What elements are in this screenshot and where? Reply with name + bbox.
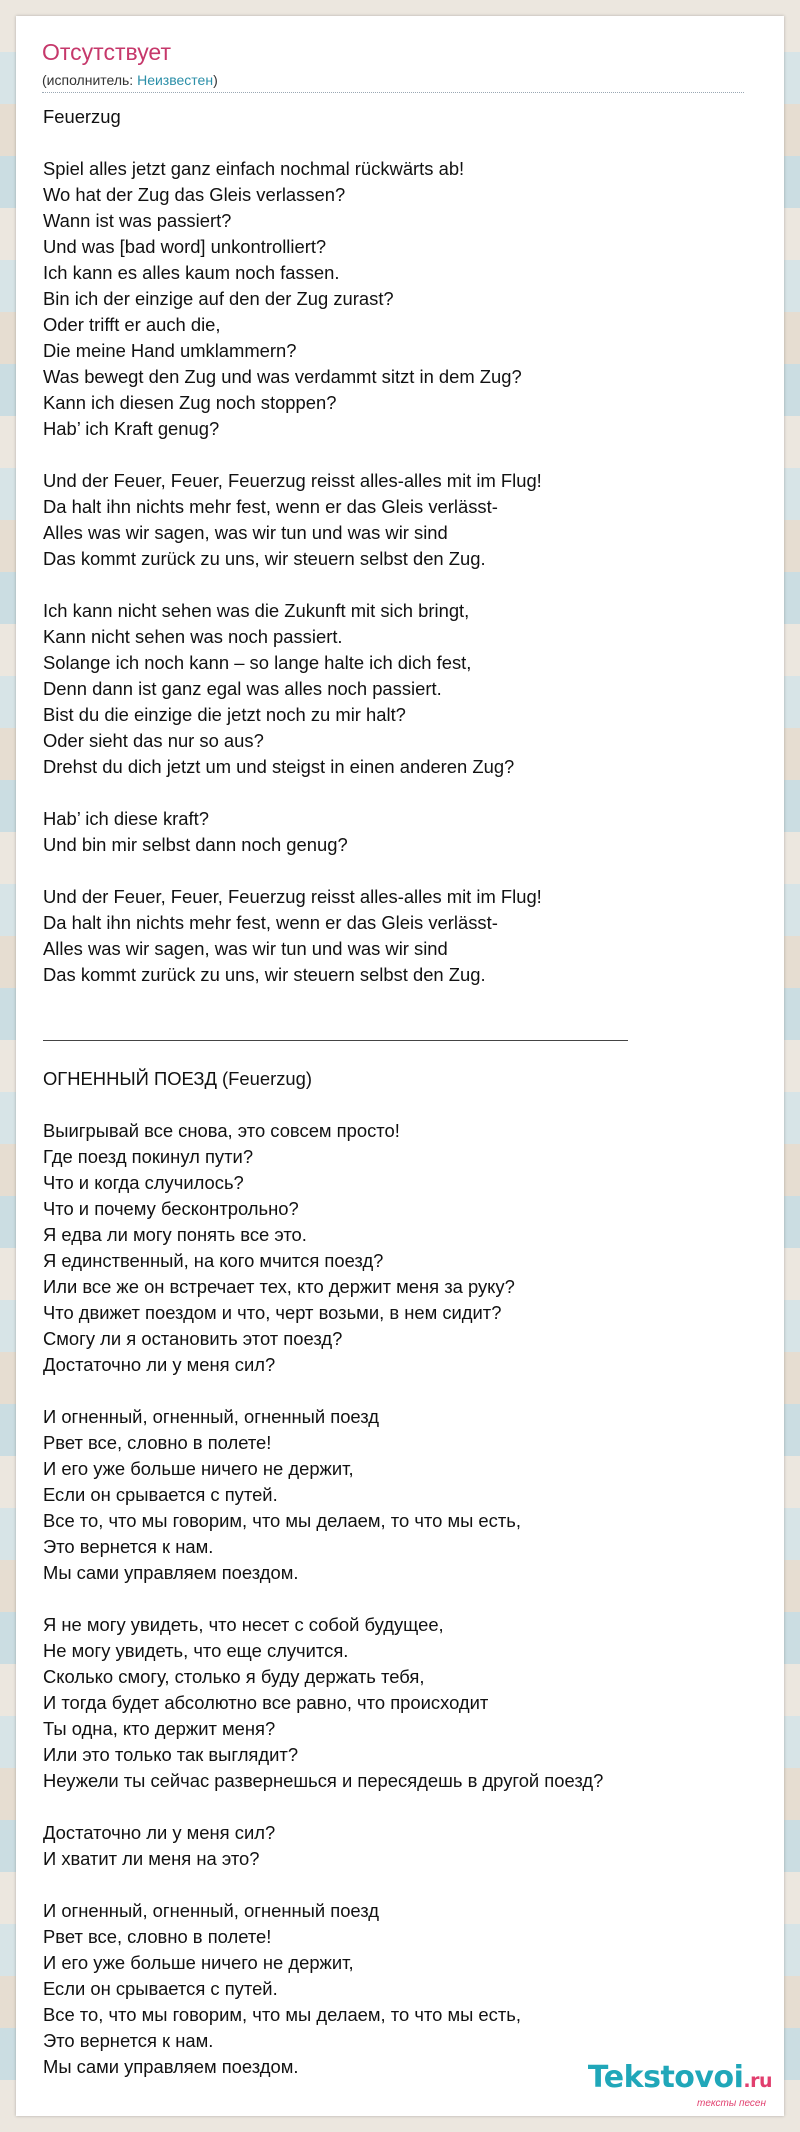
lyric-line: Или это только так выглядит? <box>43 1744 299 1765</box>
section-divider <box>43 1014 763 1066</box>
lyric-line: И его уже больше ничего не держит, <box>43 1952 354 1973</box>
lyric-line: Bist du die einzige die jetzt noch zu mir halt? <box>43 704 406 725</box>
lyric-line: Was bewegt den Zug und was verdammt sitzt in dem Zug? <box>43 366 522 387</box>
lyric-line: Solange ich noch kann – so lange halte ich dich fest, <box>43 652 472 673</box>
lyric-line: Я едва ли могу понять все это. <box>43 1224 307 1245</box>
lyric-line: Spiel alles jetzt ganz einfach nochmal rückwärts ab! <box>43 158 465 179</box>
lyric-line: Рвет все, словно в полете! <box>43 1432 272 1453</box>
lyric-line: Сколько смогу, столько я буду держать тебя, <box>43 1666 425 1687</box>
lyric-line: Feuerzug <box>43 106 121 127</box>
lyric-line: Если он срывается с путей. <box>43 1484 278 1505</box>
logo-tld: .ru <box>743 2070 772 2092</box>
lyric-line: Что и почему бесконтрольно? <box>43 1198 299 1219</box>
lyric-line: Мы сами управляем поездом. <box>43 2056 299 2077</box>
blank-line <box>43 1872 763 1898</box>
lyric-line: Я единственный, на кого мчится поезд? <box>43 1250 384 1271</box>
blank-line <box>43 780 763 806</box>
lyric-line: Oder trifft er auch die, <box>43 314 221 335</box>
lyric-line: Das kommt zurück zu uns, wir steuern selbst den Zug. <box>43 964 486 985</box>
lyric-line: Alles was wir sagen, was wir tun und was wir sind <box>43 938 448 959</box>
lyric-line: Не могу увидеть, что еще случится. <box>43 1640 349 1661</box>
lyric-line: И огненный, огненный, огненный поезд <box>43 1406 380 1427</box>
lyrics-body <box>43 104 763 2080</box>
lyric-line: Достаточно ли у меня сил? <box>43 1354 276 1375</box>
lyric-line: Alles was wir sagen, was wir tun und was wir sind <box>43 522 448 543</box>
lyric-line: Это вернется к нам. <box>43 2030 214 2051</box>
lyric-line: Kann nicht sehen was noch passiert. <box>43 626 343 647</box>
lyric-line: Drehst du dich jetzt um und steigst in einen anderen Zug? <box>43 756 515 777</box>
lyric-line: И огненный, огненный, огненный поезд <box>43 1900 380 1921</box>
lyric-line: Da halt ihn nichts mehr fest, wenn er das Gleis verlässt- <box>43 912 498 933</box>
lyric-line: Oder sieht das nur so aus? <box>43 730 264 751</box>
blank-line <box>43 1092 763 1118</box>
lyric-line: Ты одна, кто держит меня? <box>43 1718 276 1739</box>
lyric-line: И тогда будет абсолютно все равно, что происходит <box>43 1692 489 1713</box>
lyric-line: Все то, что мы говорим, что мы делаем, то что мы есть, <box>43 2004 521 2025</box>
lyric-line: Выигрывай все снова, это совсем просто! <box>43 1120 400 1141</box>
lyric-line: Das kommt zurück zu uns, wir steuern selbst den Zug. <box>43 548 486 569</box>
blank-line <box>43 1378 763 1404</box>
artist-line <box>42 72 218 88</box>
lyric-line: Что движет поездом и что, черт возьми, в нем сидит? <box>43 1302 502 1323</box>
artist-link[interactable]: Неизвестен <box>137 72 214 88</box>
blank-line <box>43 988 763 1014</box>
lyric-line: Смогу ли я остановить этот поезд? <box>43 1328 343 1349</box>
lyric-line: Hab’ ich diese kraft? <box>43 808 209 829</box>
lyric-line: Рвет все, словно в полете! <box>43 1926 272 1947</box>
blank-line <box>43 1586 763 1612</box>
blank-line <box>43 858 763 884</box>
lyric-line: Это вернется к нам. <box>43 1536 214 1557</box>
lyric-line: И его уже больше ничего не держит, <box>43 1458 354 1479</box>
lyric-line: Ich kann nicht sehen was die Zukunft mit sich bringt, <box>43 600 470 621</box>
lyric-line: Или все же он встречает тех, кто держит меня за руку? <box>43 1276 515 1297</box>
lyric-line: Kann ich diesen Zug noch stoppen? <box>43 392 337 413</box>
song-title: Отсутствует <box>42 39 171 65</box>
header-divider <box>42 92 744 93</box>
lyric-line: Достаточно ли у меня сил? <box>43 1822 276 1843</box>
artist-suffix: ) <box>213 72 218 88</box>
logo-tagline: тексты песен <box>697 2098 766 2109</box>
lyric-line: Ich kann es alles kaum noch fassen. <box>43 262 340 283</box>
lyric-line: Wann ist was passiert? <box>43 210 232 231</box>
lyric-line: Где поезд покинул пути? <box>43 1146 254 1167</box>
lyric-line: Неужели ты сейчас развернешься и пересядешь в другой поезд? <box>43 1770 604 1791</box>
logo-name: Tekstovoi <box>587 2060 744 2095</box>
lyric-line: Und was [bad word] unkontrolliert? <box>43 236 327 257</box>
lyric-line: Und der Feuer, Feuer, Feuerzug reisst alles-alles mit im Flug! <box>43 470 542 491</box>
blank-line <box>43 130 763 156</box>
lyric-line: Bin ich der einzige auf den der Zug zurast? <box>43 288 394 309</box>
logo-wordmark <box>588 2060 772 2095</box>
lyrics-card <box>16 16 784 2116</box>
lyric-line: Я не могу увидеть, что несет с собой будущее, <box>43 1614 444 1635</box>
lyric-line: Denn dann ist ganz egal was alles noch passiert. <box>43 678 442 699</box>
lyric-line: Если он срывается с путей. <box>43 1978 278 1999</box>
lyric-line: Da halt ihn nichts mehr fest, wenn er das Gleis verlässt- <box>43 496 498 517</box>
lyric-line: И хватит ли меня на это? <box>43 1848 260 1869</box>
lyric-line: Die meine Hand umklammern? <box>43 340 297 361</box>
lyric-line: Мы сами управляем поездом. <box>43 1562 299 1583</box>
lyric-line: Все то, что мы говорим, что мы делаем, то что мы есть, <box>43 1510 521 1531</box>
blank-line <box>43 442 763 468</box>
lyric-line: Wo hat der Zug das Gleis verlassen? <box>43 184 346 205</box>
lyric-line: Что и когда случилось? <box>43 1172 244 1193</box>
blank-line <box>43 572 763 598</box>
lyric-line: Und bin mir selbst dann noch genug? <box>43 834 348 855</box>
lyric-line: Und der Feuer, Feuer, Feuerzug reisst alles-alles mit im Flug! <box>43 886 542 907</box>
blank-line <box>43 1794 763 1820</box>
lyric-line: ОГНЕННЫЙ ПОЕЗД (Feuerzug) <box>43 1068 312 1089</box>
artist-prefix: (исполнитель: <box>42 72 138 88</box>
lyric-line: Hab’ ich Kraft genug? <box>43 418 220 439</box>
site-logo[interactable] <box>542 2060 772 2110</box>
